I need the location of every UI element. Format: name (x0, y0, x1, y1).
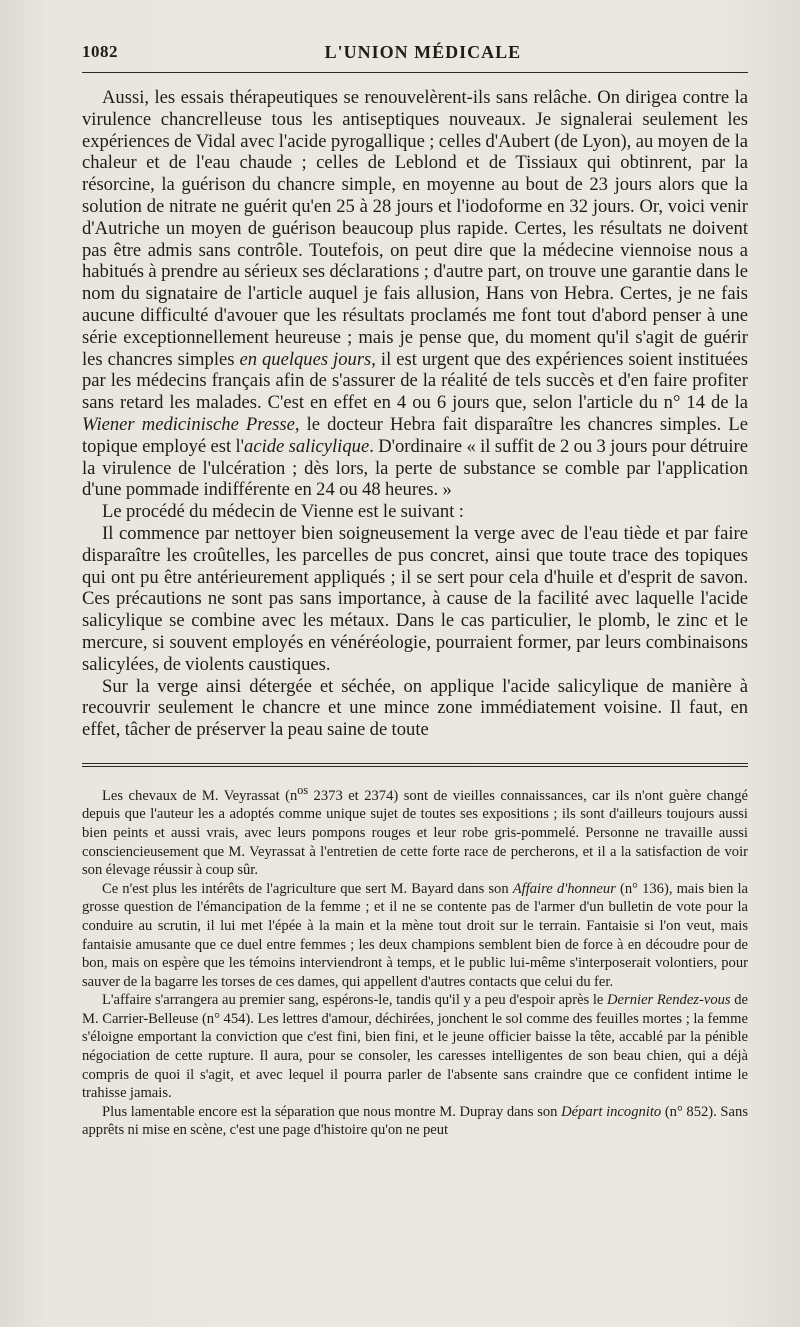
italic-run: acide salicylique (244, 435, 370, 457)
text-run: 2373 et 2374) sont de vieilles connaissances, car ils n'ont guère changé depuis que l'auteur les a adoptés comme unique sujet de toutes ses expositions ; ils sont d'ailleurs toujours aussi bien peints et aussi vrais, avec leurs pompons rouges et leur robe gris-pommelé. Personne ne travaille aussi consciencieusement que M. Veyrassat à l'entretien de cette forte race de percherons, et il a la satisfaction de voir son élevage réussir à coup sûr. (82, 787, 748, 879)
feuilleton-text (82, 781, 748, 1140)
feuilleton-paragraph (82, 991, 748, 1103)
text-run: Plus lamentable encore est la séparation que nous montre M. Dupray dans son (102, 1103, 562, 1120)
text-run: (n° 852). Sans apprêts ni mise en scène, c'est une page d'histoire qu'on ne peut (82, 1103, 748, 1139)
footnote-separator (82, 763, 748, 767)
text-run: . D'ordinaire « il suffit de 2 ou 3 jours pour détruire la virulence de l'ulcération ; dès lors, la perte de substance se comble par l'application d'une pommade indifférente en 24 ou 48 heures. » (82, 435, 748, 501)
italic-run: Départ incognito (561, 1103, 662, 1120)
main-article-text (82, 87, 748, 741)
superscript-run: os (297, 782, 309, 797)
text-run: , le docteur Hebra fait disparaître les chancres simples. Le topique employé est l' (82, 413, 749, 457)
text-run: de M. Carrier-Belleuse (n° 454). Les lettres d'amour, déchirées, jonchent le sol comme des feuilles mortes ; la femme s'éloigne emportant la conviction que c'est fini, bien fini, et le jeune officier baisse la tête, accablé par la pénible négociation de cette rupture. Il aura, pour se consoler, les caresses intelligentes de son beau chien, qui a déjà compris de quoi il s'agit, et avec lequel il pourra parler de l'absente sans craindre que ce confident intime le trahisse jamais. (82, 992, 748, 1102)
body-paragraph (82, 676, 748, 741)
page-number: 1082 (82, 42, 118, 61)
italic-run: Dernier Rendez-vous (607, 992, 731, 1009)
text-run: Ce n'est plus les intérêts de l'agriculture que sert M. Bayard dans son (102, 880, 513, 897)
text-run: (n° 136), mais bien la grosse question de l'émancipation de la femme ; et il ne se contente pas de l'armer d'un bulletin de vote pour la conduire au scrutin, il lui met l'épée à la main et la mène tout droit sur le terrain. Fantaisie si l'on veut, mais fantaisie amusante que ce duel entre femmes ; les deux champions semblent bien de force à en découdre pour de bon, mais on espère que les témoins interviendront à temps, et le public lui-même s'interposerait volontiers, pour sauver de la bagarre les torses de ces dames, qui appellent d'autres contacts que celui du fer. (82, 880, 748, 990)
italic-run: Wiener medicinische Presse (82, 413, 295, 435)
body-paragraph (82, 523, 748, 676)
italic-run: en quelques jours (239, 348, 372, 370)
text-run: Le procédé du médecin de Vienne est le suivant : (102, 501, 464, 523)
text-run: , il est urgent que des expériences soient instituées par les médecins français afin de s'assurer de la réalité de tels succès et d'en faire profiter sans retard les malades. C'est en effet en 4 ou 6 jours que, selon l'article du n° 14 de la (82, 348, 748, 414)
feuilleton-paragraph (82, 880, 748, 992)
italic-run: Affaire d'honneur (512, 880, 616, 897)
text-run: Sur la verge ainsi détergée et séchée, on applique l'acide salicylique de manière à recouvrir seulement le chancre et une mince zone immédiatement voisine. Il faut, en effet, tâcher de préserver la peau saine de toute (82, 675, 748, 741)
body-paragraph (82, 501, 748, 523)
text-run: Les chevaux de M. Veyrassat (n (102, 787, 298, 804)
text-run: Il commence par nettoyer bien soigneusement la verge avec de l'eau tiède et par faire disparaître les croûtelles, les parcelles de pus concret, ainsi que toute trace des topiques qui ont pu être antérieurement appliqués ; il se sert pour cela d'huile et d'esprit de savon. Ces précautions ne sont pas sans importance, à cause de la facilité avec laquelle l'acide salicylique se combine avec les métaux. Dans le cas particulier, le plomb, le zinc et le mercure, si souvent employés en vénéréologie, pourraient former, par leurs combinaisons salicylées, de violents caustiques. (82, 522, 748, 675)
body-paragraph (82, 87, 748, 501)
text-run: Aussi, les essais thérapeutiques se renouvelèrent-ils sans relâche. On dirigea contre la virulence chancrelleuse tous les antiseptiques nouveaux. Je signalerai seulement les expériences de Vidal avec l'acide pyrogallique ; celles d'Aubert (de Lyon), au moyen de la chaleur et de l'eau chaude ; celles de Leblond et de Tissiaux qui obtinrent, par la résorcine, la guérison du chancre simple, en moyenne au bout de 23 jours alors que la solution de nitrate ne guérit qu'en 25 à 28 jours et l'iodoforme en 32 jours. Or, voici venir d'Autriche un moyen de guérison beaucoup plus rapide. Certes, les résultats ne doivent pas être admis sans contrôle. Toutefois, on peut dire que la médecine viennoise nous a habitués à prendre au sérieux ses déclarations ; d'autre part, on trouve une garantie dans le nom du signataire de l'article auquel je fais allusion, Hans von Hebra. Certes, je ne fais aucune difficulté d'avouer que les résultats proclamés me font tout d'abord penser à une série exceptionnellement heureuse ; mais je pense que, du moment qu'il s'agit de guérir les chancres simples (82, 87, 748, 370)
text-run: L'affaire s'arrangera au premier sang, espérons-le, tandis qu'il y a peu d'espoir après le (102, 992, 608, 1009)
page-header (82, 42, 748, 73)
feuilleton-paragraph (82, 1103, 748, 1140)
feuilleton-paragraph (82, 781, 748, 880)
journal-title: L'UNION MÉDICALE (324, 42, 522, 62)
